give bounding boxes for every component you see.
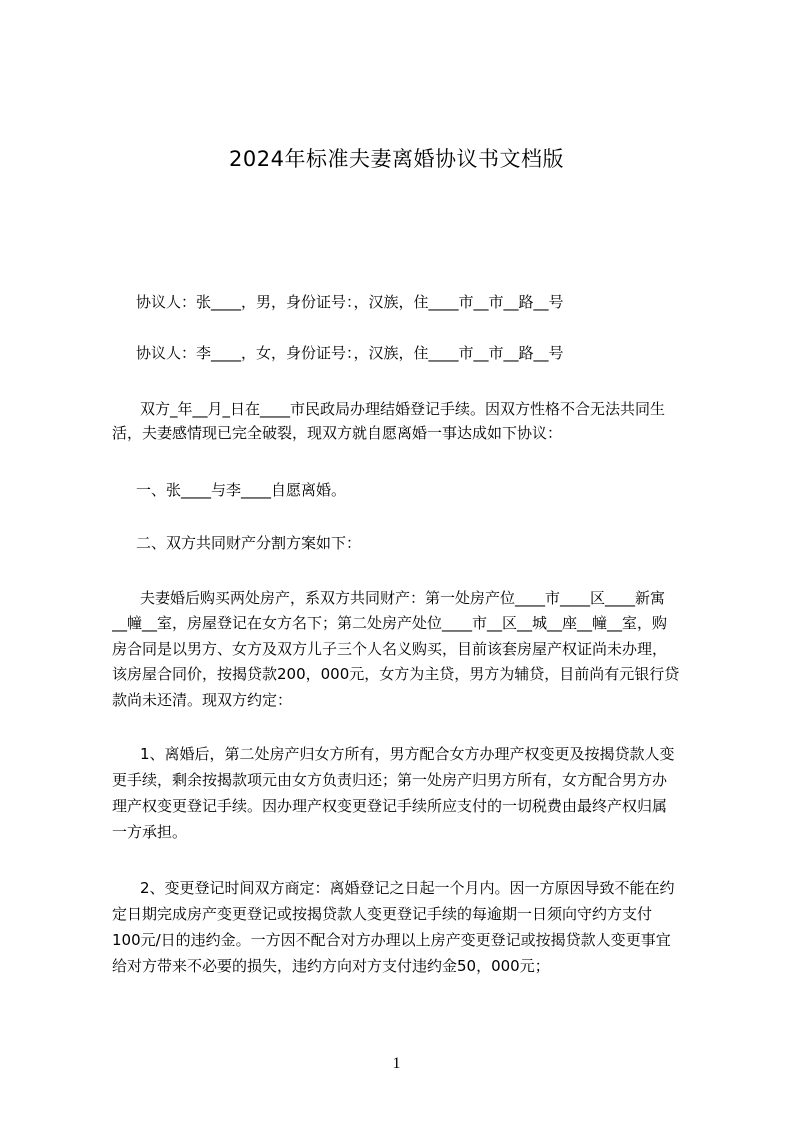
item2-line-3: 100元/日的违约金。一方因不配合对方办理以上房产变更登记或按揭贷款人变更事宜 xyxy=(112,931,671,949)
document-title: 2024年标准夫妻离婚协议书文档版 xyxy=(229,147,564,171)
item2-line-1: 2、变更登记时间双方商定：离婚登记之日起一个月内。因一方原因导致不能在约 xyxy=(140,879,675,897)
item1-line-1: 1、离婚后，第二处房产归女方所有，男方配合女方办理产权变更及按揭贷款人变 xyxy=(140,745,675,763)
item2-line-2: 定日期完成房产变更登记或按揭贷款人变更登记手续的每逾期一日须向守约方支付 xyxy=(112,905,653,923)
item1-line-4: 一方承担。 xyxy=(112,823,188,841)
intro-line-1: 双方_年__月_日在____市民政局办理结婚登记手续。因双方性格不合无法共同生 xyxy=(140,400,666,418)
clause-1: 一、张____与李____自愿离婚。 xyxy=(136,481,347,499)
item2-line-4: 给对方带来不必要的损失，违约方向对方支付违约金50，000元； xyxy=(112,957,550,975)
item1-line-2: 更手续，剩余按揭款项元由女方负责归还；第一处房产归男方所有，女方配合男方办 xyxy=(112,771,668,789)
property-line-5: 款尚未还清。现双方约定： xyxy=(112,691,293,709)
intro-line-2: 活，夫妻感情现已完全破裂，现双方就自愿离婚一事达成如下协议： xyxy=(112,424,563,442)
item1-line-3: 理产权变更登记手续。因办理产权变更登记手续所应支付的一切税费由最终产权归属 xyxy=(112,797,668,815)
property-line-4: 该房屋合同价，按揭贷款200，000元，女方为主贷，男方为辅贷，目前尚有元银行贷 xyxy=(112,665,680,683)
page-number: 1 xyxy=(392,1055,401,1072)
party2-line: 协议人：李____，女，身份证号：，汉族，住____市__市__路__号 xyxy=(136,344,564,362)
party1-line: 协议人：张____，男，身份证号：，汉族，住____市__市__路__号 xyxy=(136,293,564,311)
property-line-3: 房合同是以男方、女方及双方儿子三个人名义购买，目前该套房屋产权证尚未办理， xyxy=(112,640,668,658)
property-line-2: __幢__室，房屋登记在女方名下；第二处房产处位____市__区__城__座__幢__室，购 xyxy=(112,614,668,632)
clause-2: 二、双方共同财产分割方案如下： xyxy=(136,534,362,552)
property-line-1: 夫妻婚后购买两处房产，系双方共同财产：第一处房产位____市____区____新寓 xyxy=(140,589,666,607)
